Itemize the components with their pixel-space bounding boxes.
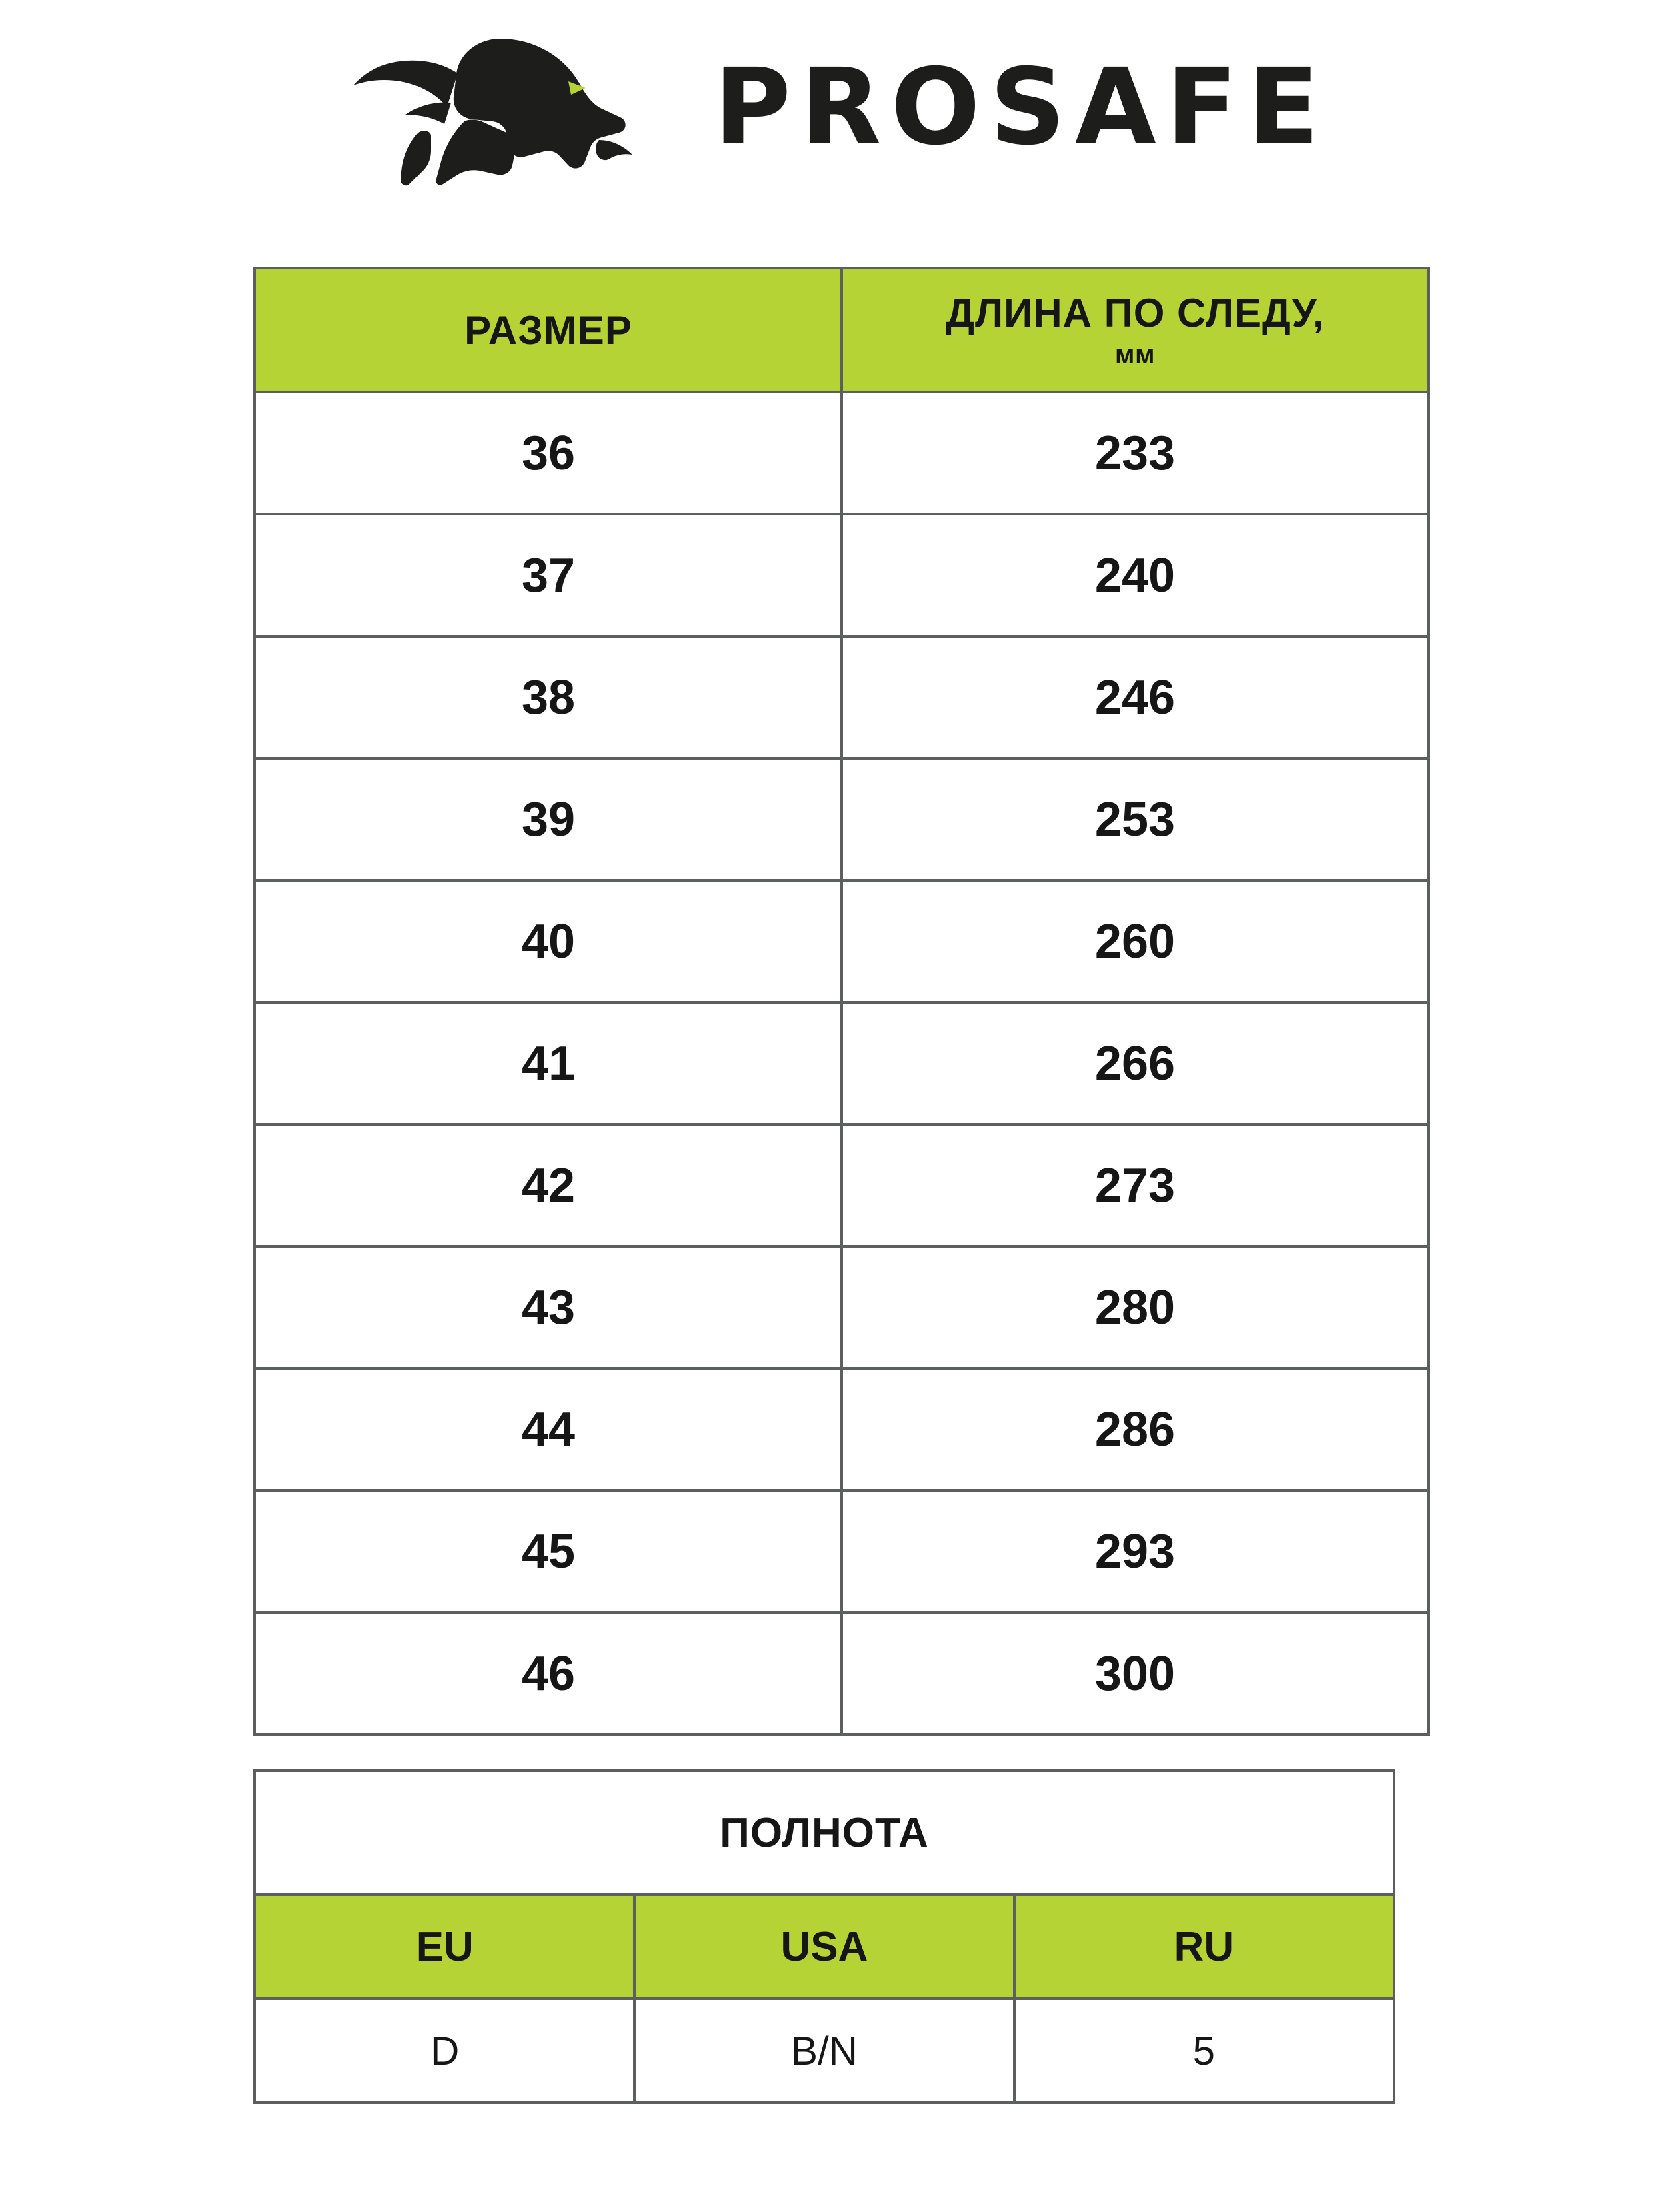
table-row (255, 514, 1429, 636)
header-size: РАЗМЕР (255, 268, 842, 392)
rhino-logo-icon (333, 33, 667, 187)
size-table-head (255, 268, 1429, 392)
cell-size: 39 (255, 758, 842, 880)
table-row (255, 392, 1429, 514)
cell-size: 44 (255, 1368, 842, 1490)
cell-length: 273 (842, 1124, 1429, 1246)
cell-length: 240 (842, 514, 1429, 636)
size-table-body (255, 392, 1429, 1735)
width-table-title: ПОЛНОТА (255, 1771, 1394, 1895)
table-row (255, 1124, 1429, 1246)
width-table-body (255, 1771, 1394, 2103)
header-length (842, 268, 1429, 392)
cell-eu-value: D (255, 1999, 634, 2103)
table-row (255, 880, 1429, 1002)
table-row (255, 758, 1429, 880)
cell-size: 40 (255, 880, 842, 1002)
width-title-row (255, 1771, 1394, 1895)
cell-length: 233 (842, 392, 1429, 514)
cell-usa-value: B/N (634, 1999, 1014, 2103)
header-ru: RU (1014, 1895, 1394, 1999)
cell-size: 37 (255, 514, 842, 636)
table-row (255, 1490, 1429, 1612)
cell-size: 45 (255, 1490, 842, 1612)
width-header-row (255, 1895, 1394, 1999)
cell-length: 260 (842, 880, 1429, 1002)
cell-size: 42 (255, 1124, 842, 1246)
brand-header (0, 27, 1662, 193)
cell-ru-value: 5 (1014, 1999, 1394, 2103)
cell-length: 266 (842, 1002, 1429, 1124)
table-row (255, 636, 1429, 758)
cell-length: 293 (842, 1490, 1429, 1612)
size-table-header-row (255, 268, 1429, 392)
header-usa: USA (634, 1895, 1014, 1999)
header-length-text: ДЛИНА ПО СЛЕДУ, (946, 291, 1325, 335)
table-row (255, 1612, 1429, 1735)
table-row (255, 1246, 1429, 1368)
width-value-row (255, 1999, 1394, 2103)
cell-size: 36 (255, 392, 842, 514)
cell-size: 41 (255, 1002, 842, 1124)
width-table (253, 1769, 1395, 2104)
header-eu: EU (255, 1895, 634, 1999)
cell-size: 43 (255, 1246, 842, 1368)
size-table (253, 267, 1430, 1736)
table-row (255, 1368, 1429, 1490)
header-length-unit: мм (1114, 340, 1156, 369)
cell-size: 46 (255, 1612, 842, 1735)
table-row (255, 1002, 1429, 1124)
cell-length: 280 (842, 1246, 1429, 1368)
cell-length: 286 (842, 1368, 1429, 1490)
cell-size: 38 (255, 636, 842, 758)
cell-length: 300 (842, 1612, 1429, 1735)
cell-length: 246 (842, 636, 1429, 758)
brand-wordmark: PROSAFE (714, 46, 1329, 169)
cell-length: 253 (842, 758, 1429, 880)
